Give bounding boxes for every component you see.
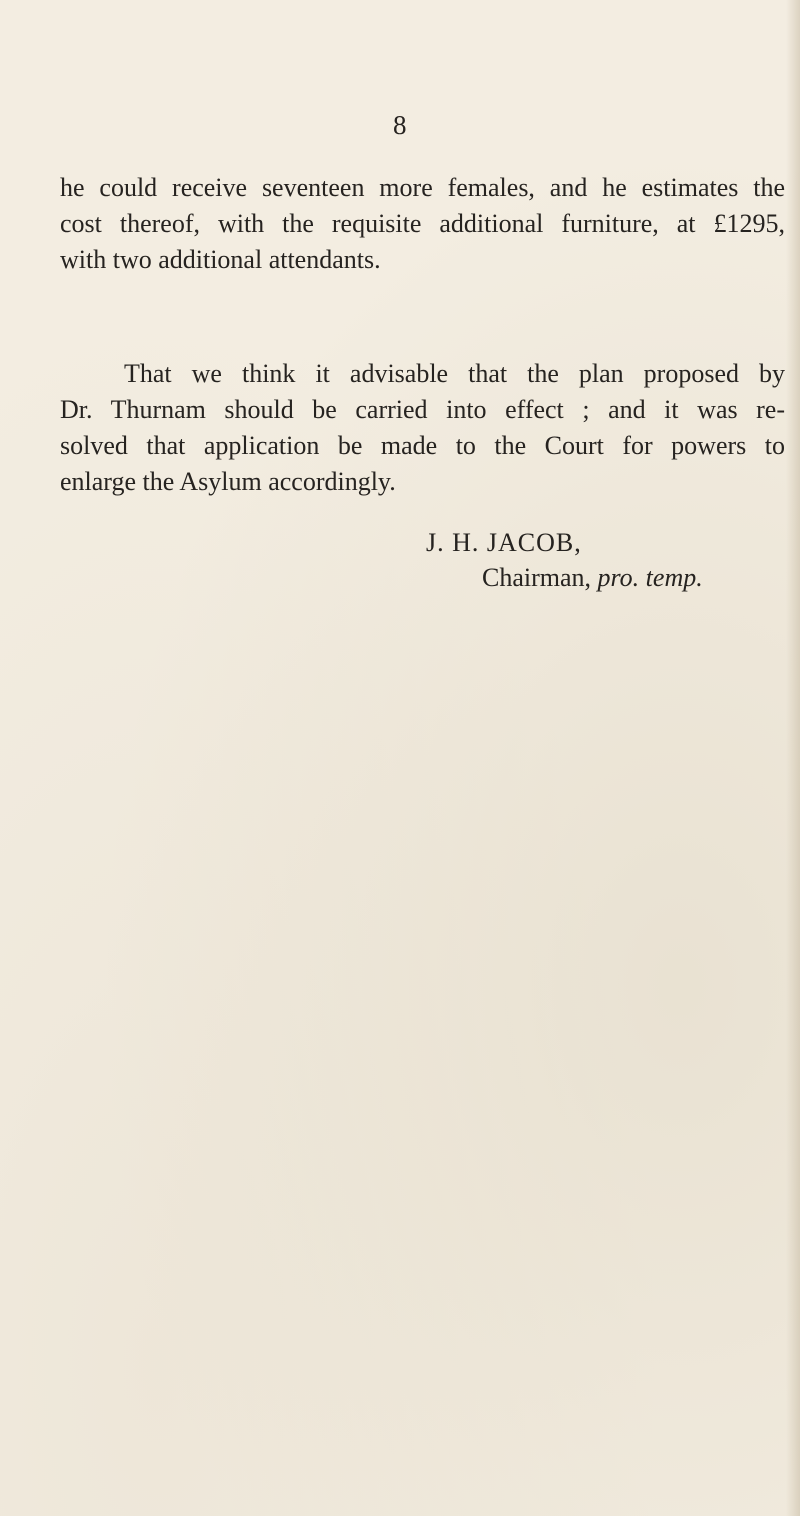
text-line: Dr. Thurnam should be carried into effect ; and it was re-	[60, 395, 785, 424]
paragraph-resolution	[60, 356, 785, 500]
signatory-title-italic: pro. temp.	[597, 563, 703, 592]
text-line: enlarge the Asylum accordingly.	[60, 467, 396, 496]
text-line: cost thereof, with the requisite additional furniture, at £1295,	[60, 209, 785, 238]
page-edge-shadow	[786, 0, 800, 1516]
signatory-name: J. H. JACOB,	[426, 528, 582, 557]
signatory-title	[482, 563, 703, 593]
signatory-title-prefix: Chairman,	[482, 563, 592, 592]
text-line: That we think it advisable that the plan proposed by	[124, 359, 785, 388]
page-number: 8	[393, 110, 407, 140]
paragraph-estimate	[60, 170, 785, 278]
text-line: he could receive seventeen more females, and he estimates the	[60, 173, 785, 202]
text-line: with two additional attendants.	[60, 245, 381, 274]
text-line: solved that application be made to the Court for powers to	[60, 431, 785, 460]
